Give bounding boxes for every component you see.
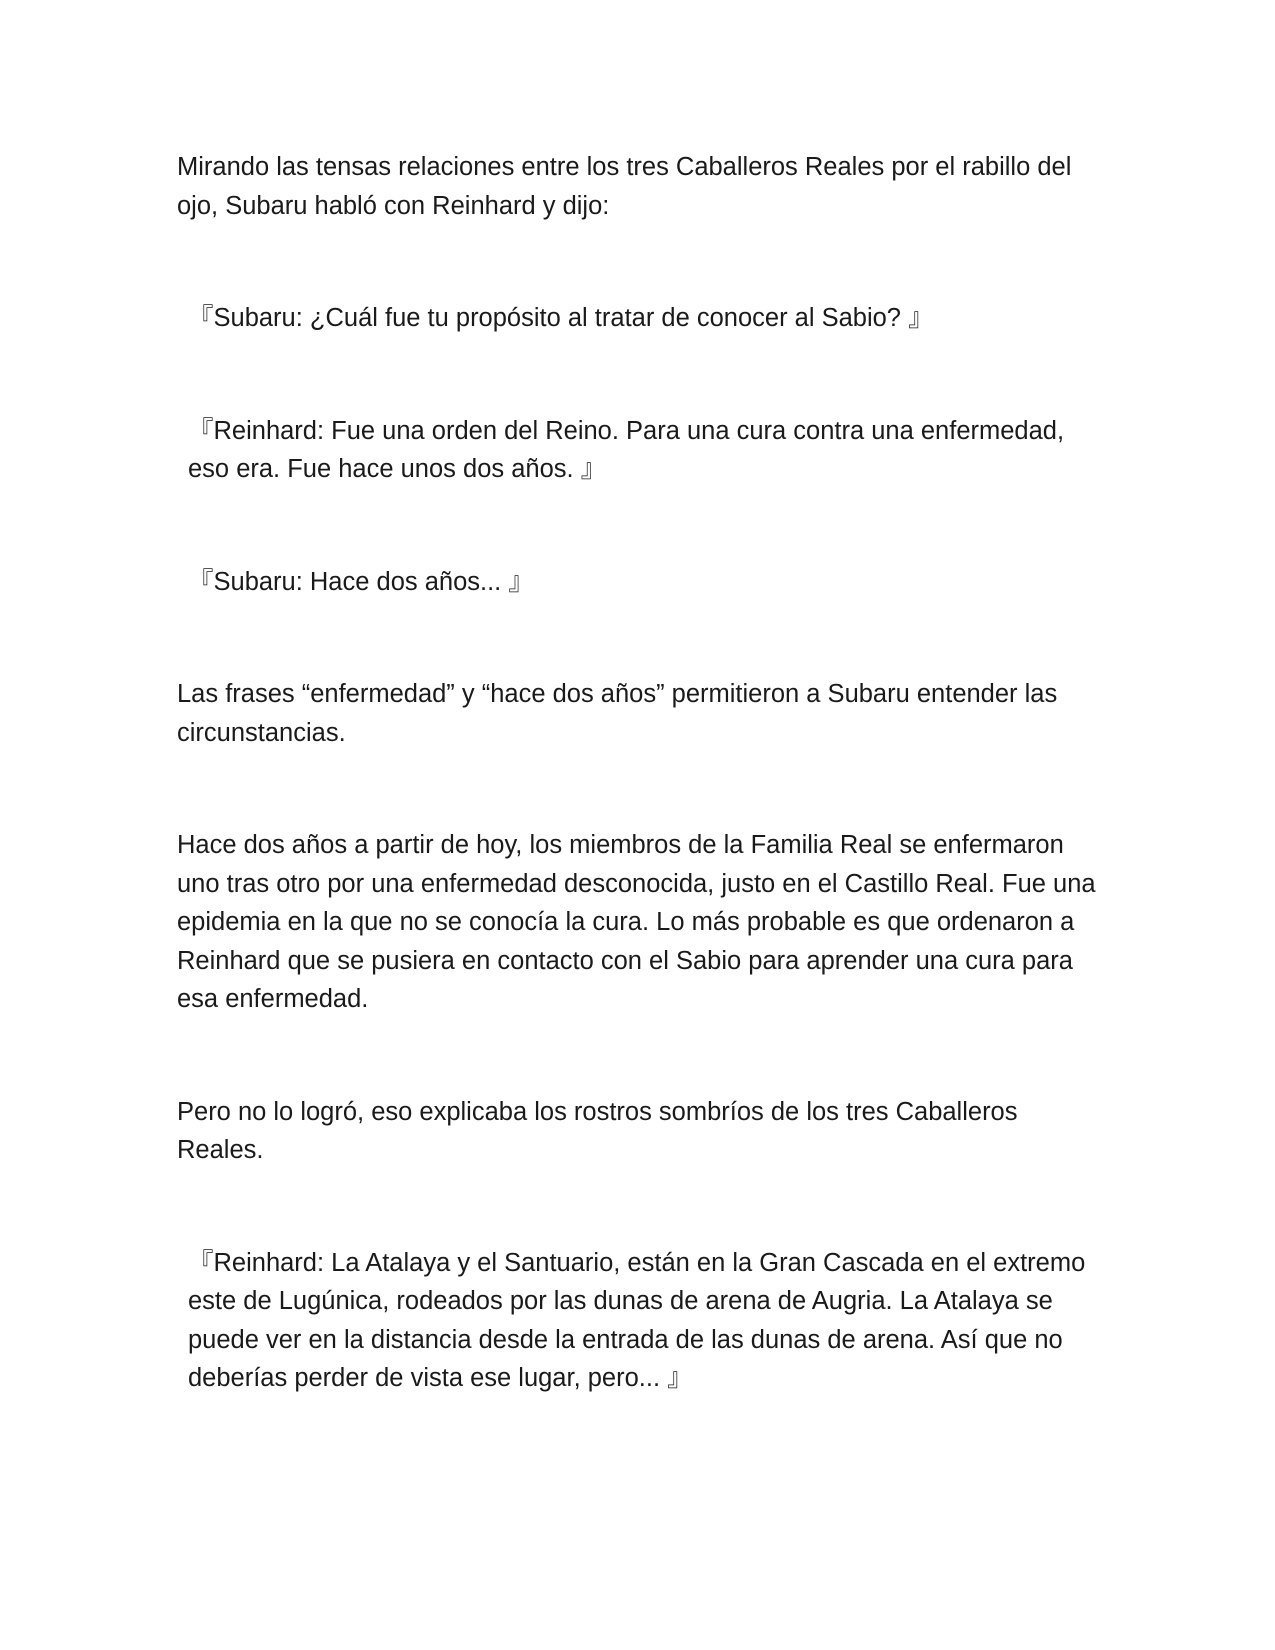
dialogue-line: 『Reinhard: Fue una orden del Reino. Para una cura contra una enfermedad, eso era. Fue hace unos dos años. 』 — [188, 416, 1065, 483]
paragraph-spacer — [177, 1019, 1107, 1093]
narration-paragraph: Hace dos años a partir de hoy, los miembros de la Familia Real se enfermaron uno tras otro por una enfermedad desconocida, justo en el Castillo Real. Fue una epidemia en la que no se conocía la cura. Lo más probable es que ordenaron a Reinhard que se pusiera en contacto con el Sabio para aprender una cura para esa enfermedad. — [177, 831, 1096, 1013]
narration-paragraph: Las frases “enfermedad” y “hace dos años” permitieron a Subaru entender las circunstancias. — [177, 680, 1058, 747]
dialogue-line: 『Reinhard: La Atalaya y el Santuario, están en la Gran Cascada en el extremo este de Lugúnica, rodeados por las dunas de arena de Augria. La Atalaya se puede ver en la distancia desde la entrada de las dunas de arena. Así que no deberías perder de vista ese lugar, pero... 』 — [188, 1248, 1086, 1392]
dialogue-line: 『Subaru: ¿Cuál fue tu propósito al tratar de conocer al Sabio? 』 — [188, 304, 934, 332]
document-body — [177, 148, 1107, 1398]
paragraph-spacer — [177, 1170, 1107, 1244]
paragraph-spacer — [177, 225, 1107, 299]
paragraph-spacer — [177, 338, 1107, 412]
paragraph-spacer — [177, 489, 1107, 563]
dialogue-line: 『Subaru: Hace dos años... 』 — [188, 567, 534, 596]
paragraph-spacer — [177, 752, 1107, 826]
paragraph-spacer — [177, 601, 1107, 675]
narration-paragraph: Mirando las tensas relaciones entre los tres Caballeros Reales por el rabillo del ojo, Subaru habló con Reinhard y dijo: — [177, 153, 1072, 220]
narration-paragraph: Pero no lo logró, eso explicaba los rostros sombríos de los tres Caballeros Reales. — [177, 1097, 1018, 1164]
